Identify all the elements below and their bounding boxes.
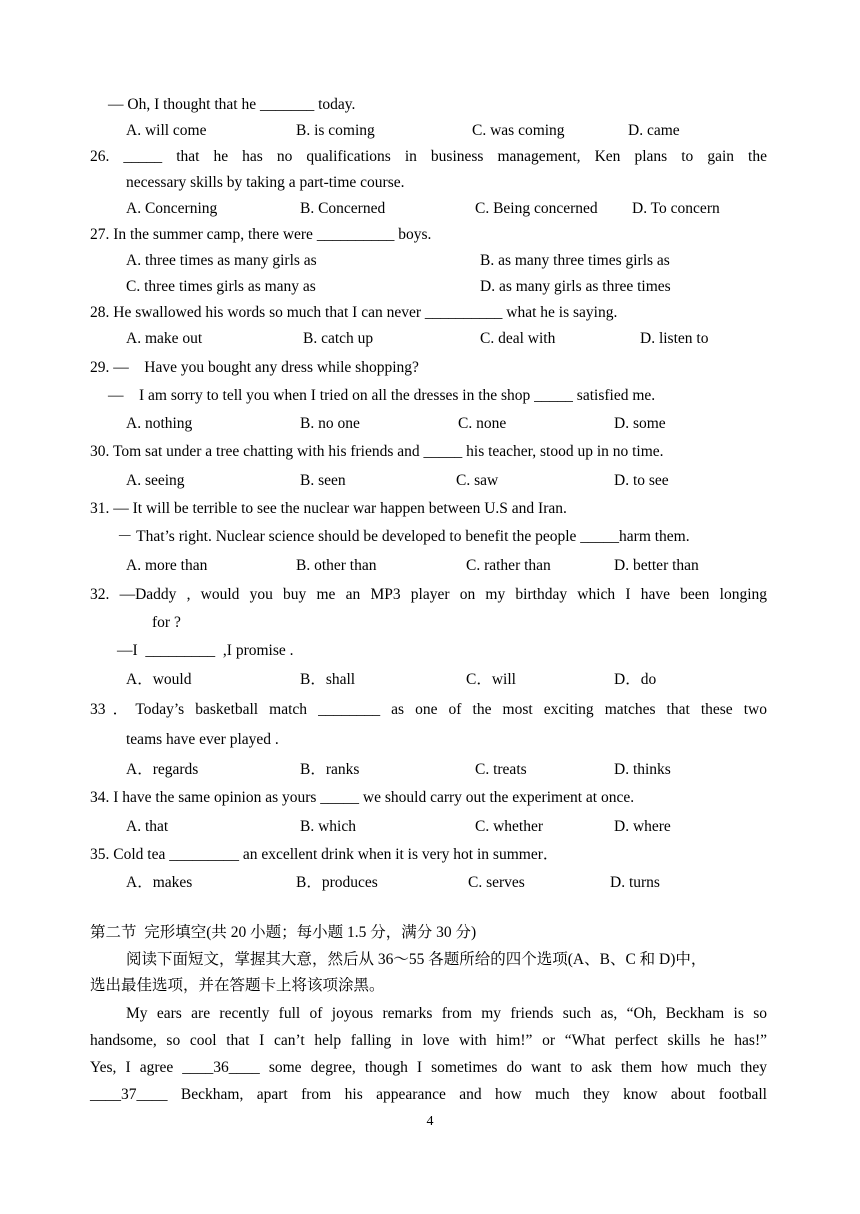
q30-option-b: B. seen	[300, 472, 346, 489]
q31-option-c: C. rather than	[466, 557, 551, 574]
q30-option-a: A. seeing	[126, 472, 185, 489]
q32-option-d: D．do	[614, 671, 657, 688]
q30-line: 30. Tom sat under a tree chatting with his friends and _____ his teacher, stood up in no time.	[90, 443, 664, 460]
q29-option-a: A. nothing	[126, 415, 193, 432]
q29-line2: — I am sorry to tell you when I tried on all the dresses in the shop _____ satisfied me.	[108, 387, 656, 404]
q25-option-b: B. is coming	[296, 122, 375, 139]
q28-option-c: C. deal with	[480, 330, 556, 347]
q26-option-a: A. Concerning	[126, 200, 218, 217]
q25-option-c: C. was coming	[472, 122, 565, 139]
q33-option-d: D. thinks	[614, 761, 671, 778]
q33-option-c: C. treats	[475, 761, 527, 778]
q26-option-b: B. Concerned	[300, 200, 386, 217]
q28-option-b: B. catch up	[303, 330, 374, 347]
q35-line: 35. Cold tea _________ an excellent drink when it is very hot in summer．	[90, 846, 559, 863]
passage-line2: handsome, so cool that I can’t help falling in love with him!” or “What perfect skills he has!”	[90, 1032, 767, 1049]
q35-option-b: B．produces	[296, 874, 378, 891]
q35-option-a: A．makes	[126, 874, 193, 891]
q28-line: 28. He swallowed his words so much that I can never __________ what he is saying.	[90, 304, 618, 321]
q28-option-a: A. make out	[126, 330, 203, 347]
q31-option-a: A. more than	[126, 557, 208, 574]
q35-option-d: D. turns	[610, 874, 660, 891]
q33-option-b: B．ranks	[300, 761, 360, 778]
q32-line1: 32. —Daddy , would you buy me an MP3 player on my birthday which I have been longing	[90, 586, 767, 603]
q27-option-a: A. three times as many girls as	[126, 252, 317, 269]
passage-line4: ____37____ Beckham, apart from his appearance and how much they know about football	[90, 1086, 767, 1103]
q29-option-b: B. no one	[300, 415, 360, 432]
q32-line3: —I _________ ,I promise .	[117, 642, 294, 659]
passage-line3: Yes, I agree ____36____ some degree, though I sometimes do want to ask them how much they	[90, 1059, 767, 1076]
q33-line1: 33．Today’s basketball match ________ as one of the most exciting matches that these two	[90, 701, 767, 718]
q25-option-a: A. will come	[126, 122, 207, 139]
q25-option-d: D. came	[628, 122, 680, 139]
q32-option-a: A．would	[126, 671, 192, 688]
q33-line2: teams have ever played .	[126, 731, 279, 748]
q28-option-d: D. listen to	[640, 330, 709, 347]
page-number: 4	[426, 1114, 434, 1129]
q27-option-b: B. as many three times girls as	[480, 252, 670, 269]
q34-option-c: C. whether	[475, 818, 544, 835]
q27-option-c: C. three times girls as many as	[126, 278, 316, 295]
q31-line2: － That’s right. Nuclear science should be developed to benefit the people _____harm them.	[117, 528, 690, 545]
q32-option-c: C．will	[466, 671, 516, 688]
q30-option-d: D. to see	[614, 472, 669, 489]
section2-instruction-line2: 选出最佳选项，并在答题卡上将该项涂黑。	[90, 977, 385, 994]
q32-option-b: B．shall	[300, 671, 356, 688]
q31-line1: 31. — It will be terrible to see the nuclear war happen between U.S and Iran.	[90, 500, 567, 517]
q29-option-d: D. some	[614, 415, 666, 432]
q27-line: 27. In the summer camp, there were __________ boys.	[90, 226, 432, 243]
q34-line: 34. I have the same opinion as yours _____ we should carry out the experiment at once.	[90, 789, 635, 806]
q33-option-a: A．regards	[126, 761, 199, 778]
section2-instruction-line1: 阅读下面短文，掌握其大意，然后从 36～55 各题所给的四个选项(A、B、C 和 D)中，	[126, 951, 707, 968]
q26-option-c: C. Being concerned	[475, 200, 598, 217]
q34-option-a: A. that	[126, 818, 169, 835]
q27-option-d: D. as many girls as three times	[480, 278, 671, 295]
q31-option-b: B. other than	[296, 557, 377, 574]
q34-option-d: D. where	[614, 818, 671, 835]
q32-line2: for ?	[152, 614, 181, 631]
q29-line1: 29. — Have you bought any dress while shopping?	[90, 359, 419, 376]
q25-line: — Oh, I thought that he _______ today.	[108, 96, 356, 113]
q35-option-c: C. serves	[468, 874, 525, 891]
q31-option-d: D. better than	[614, 557, 699, 574]
q29-option-c: C. none	[458, 415, 507, 432]
passage-line1: My ears are recently full of joyous remarks from my friends such as, “Oh, Beckham is so	[126, 1005, 767, 1022]
q26-line1: 26. _____ that he has no qualifications in business management, Ken plans to gain the	[90, 148, 767, 165]
section2-heading: 第二节 完形填空(共 20 小题；每小题 1.5 分，满分 30 分)	[90, 924, 477, 941]
q26-line2: necessary skills by taking a part-time course.	[126, 174, 405, 191]
q26-option-d: D. To concern	[632, 200, 720, 217]
q34-option-b: B. which	[300, 818, 356, 835]
q30-option-c: C. saw	[456, 472, 499, 489]
